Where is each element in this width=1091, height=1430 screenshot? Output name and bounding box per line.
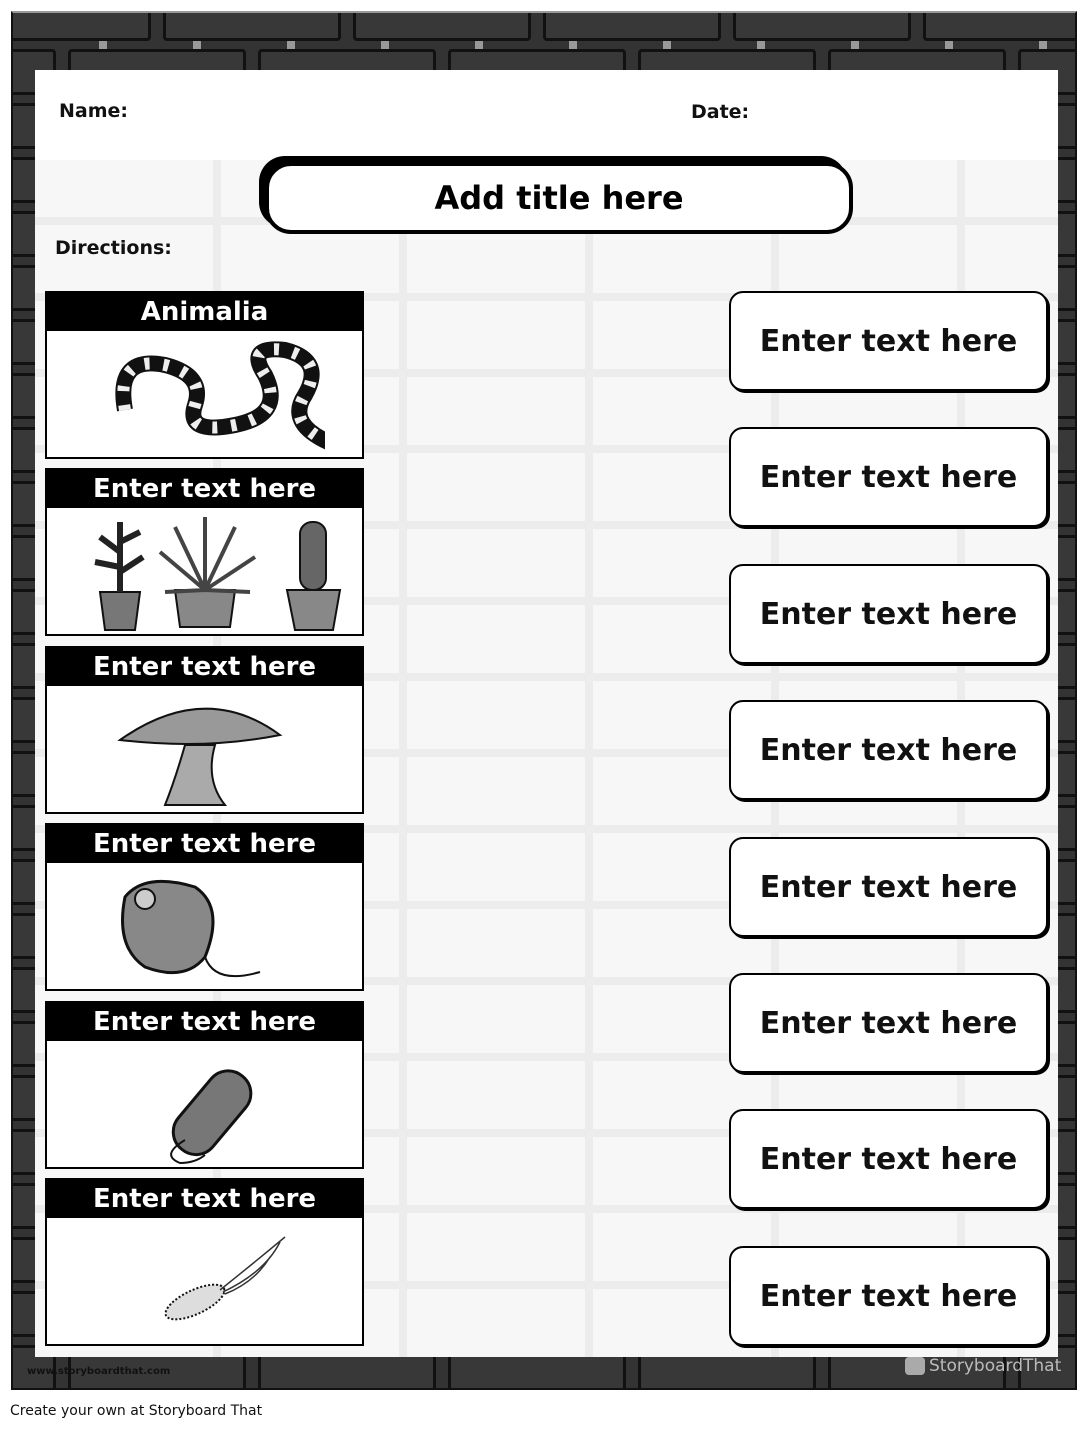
- answer-box[interactable]: Enter text here: [729, 291, 1048, 391]
- brick: [163, 11, 341, 41]
- answer-box[interactable]: Enter text here: [729, 1109, 1048, 1209]
- brick: [353, 11, 531, 41]
- brick: [543, 11, 721, 41]
- card-fungi: [45, 646, 364, 814]
- plants-icon: [65, 512, 345, 632]
- card-protista: [45, 823, 364, 991]
- card-label[interactable]: Enter text here: [47, 648, 362, 686]
- worksheet-panel: [35, 70, 1058, 1357]
- card-label[interactable]: Enter text here: [47, 825, 362, 863]
- card-label[interactable]: Enter text here: [47, 1180, 362, 1218]
- card-archaebacteria: [45, 1178, 364, 1346]
- card-label[interactable]: Enter text here: [47, 1003, 362, 1041]
- card-label[interactable]: Enter text here: [47, 470, 362, 508]
- brick: [733, 11, 911, 41]
- brick: [923, 11, 1077, 41]
- mushroom-icon: [85, 690, 325, 810]
- archaea-icon: [85, 1222, 325, 1342]
- answer-box[interactable]: Enter text here: [729, 837, 1048, 937]
- bacterium-icon: [85, 1045, 325, 1165]
- answer-box[interactable]: Enter text here: [729, 700, 1048, 800]
- date-label: Date:: [691, 101, 750, 123]
- brand-text: StoryboardThat: [929, 1356, 1062, 1376]
- card-animalia: [45, 291, 364, 459]
- answer-box[interactable]: Enter text here: [729, 1246, 1048, 1346]
- card-label[interactable]: Animalia: [47, 293, 362, 331]
- watermark-logo: [905, 1356, 1061, 1376]
- card-eubacteria: [45, 1001, 364, 1169]
- footer-link[interactable]: Create your own at Storyboard That: [10, 1403, 263, 1419]
- card-plants: [45, 468, 364, 636]
- cell-icon: [85, 867, 325, 987]
- speech-bubble-icon: [905, 1357, 925, 1375]
- name-label: Name:: [59, 100, 129, 122]
- header-area: [35, 70, 1058, 160]
- answer-box[interactable]: Enter text here: [729, 564, 1048, 664]
- answer-box[interactable]: Enter text here: [729, 973, 1048, 1073]
- directions-label: Directions:: [55, 237, 172, 259]
- brick-row: [11, 11, 1077, 41]
- snake-icon: [85, 335, 325, 453]
- answer-box[interactable]: Enter text here: [729, 427, 1048, 527]
- watermark-url: www.storyboardthat.com: [27, 1366, 171, 1377]
- brick: [11, 11, 151, 41]
- title-box[interactable]: Add title here: [265, 162, 853, 234]
